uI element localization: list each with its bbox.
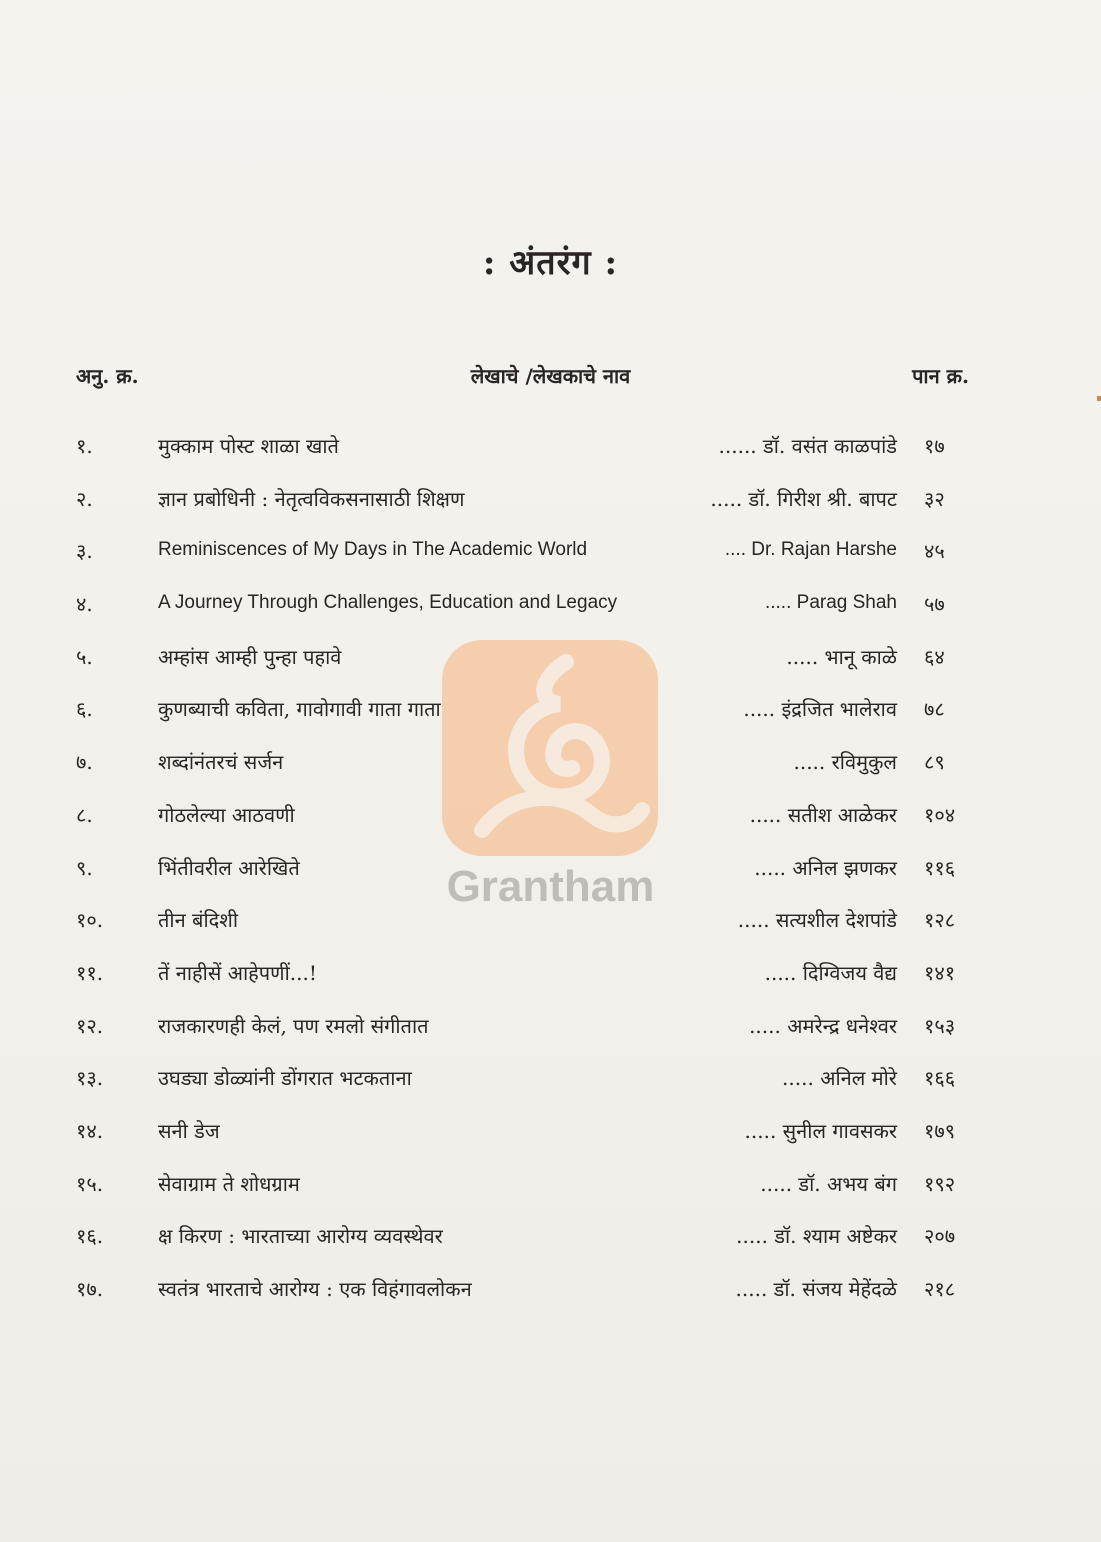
entry-author: ..... सतीश आळेकर bbox=[749, 802, 897, 827]
entry-author: ..... भानू काळे bbox=[786, 644, 897, 669]
entry-number: १५. bbox=[76, 1171, 104, 1196]
entry-page-number: १९२ bbox=[924, 1171, 956, 1196]
entry-number: ८. bbox=[76, 802, 93, 827]
entry-title: सेवाग्राम ते शोधग्राम bbox=[158, 1171, 300, 1196]
entry-title: शब्दांनंतरचं सर्जन bbox=[158, 750, 284, 775]
entry-title: स्वतंत्र भारताचे आरोग्य : एक विहंगावलोकन bbox=[158, 1277, 472, 1301]
entry-number: १३. bbox=[76, 1066, 104, 1091]
entry-number: १७. bbox=[76, 1277, 104, 1301]
entry-page-number: ३२ bbox=[924, 486, 945, 511]
entry-author: ..... डॉ. श्याम अष्टेकर bbox=[736, 1224, 897, 1249]
toc-row bbox=[0, 1004, 1101, 1057]
entry-number: १. bbox=[76, 434, 93, 458]
entry-number: ११. bbox=[76, 960, 104, 985]
entry-page-number: १७ bbox=[924, 434, 945, 458]
entry-number: २. bbox=[76, 486, 93, 511]
entry-number: १४. bbox=[76, 1118, 104, 1143]
entry-title: तीन बंदिशी bbox=[158, 908, 239, 933]
entry-author: ..... अनिल मोरे bbox=[782, 1066, 897, 1091]
entry-page-number: १७९ bbox=[924, 1118, 956, 1143]
toc-row bbox=[0, 529, 1101, 582]
entry-page-number: ५७ bbox=[924, 592, 945, 617]
entry-page-number: १५३ bbox=[924, 1013, 956, 1038]
entry-page-number: १२८ bbox=[924, 908, 956, 933]
entry-author: ..... दिग्विजय वैद्य bbox=[764, 960, 897, 985]
entry-page-number: ७८ bbox=[924, 697, 945, 722]
toc-row bbox=[0, 424, 1101, 477]
header-page: पान क्र. bbox=[912, 364, 969, 388]
entry-author: ..... डॉ. संजय मेहेंदळे bbox=[735, 1277, 897, 1301]
entry-number: ३. bbox=[76, 539, 93, 564]
entry-title: गोठलेल्या आठवणी bbox=[158, 802, 295, 827]
entry-number: ४. bbox=[76, 592, 93, 617]
header-number: अनु. क्र. bbox=[76, 364, 139, 388]
entry-title: मुक्काम पोस्ट शाळा खाते bbox=[158, 434, 339, 458]
entry-number: ९. bbox=[76, 855, 93, 880]
entry-author: ..... अमरेन्द्र धनेश्वर bbox=[749, 1013, 897, 1038]
entry-title: अम्हांस आम्ही पुन्हा पहावे bbox=[158, 644, 342, 669]
entry-page-number: २०७ bbox=[924, 1224, 956, 1249]
entry-author: ..... रविमुकुल bbox=[793, 750, 897, 775]
entry-title: A Journey Through Challenges, Education and Legacy bbox=[158, 592, 618, 614]
entry-author: ..... डॉ. अभय बंग bbox=[760, 1171, 897, 1196]
entry-author: ..... Parag Shah bbox=[764, 592, 897, 614]
entry-author: ..... इंद्रजित भालेराव bbox=[743, 697, 897, 722]
entry-title: ज्ञान प्रबोधिनी : नेतृत्वविकसनासाठी शिक्षण bbox=[158, 486, 465, 511]
entry-number: १२. bbox=[76, 1013, 104, 1038]
entry-title: तें नाहीसें आहेपणीं...! bbox=[158, 960, 317, 985]
entry-author: ..... सत्यशील देशपांडे bbox=[737, 908, 897, 933]
entry-author: ..... अनिल झणकर bbox=[754, 855, 897, 880]
entry-number: १६. bbox=[76, 1224, 104, 1249]
entry-title: राजकारणही केलं, पण रमलो संगीतात bbox=[158, 1013, 429, 1038]
entry-title: कुणब्याची कविता, गावोगावी गाता गाता bbox=[158, 697, 441, 722]
entry-number: ६. bbox=[76, 697, 93, 722]
entry-page-number: २१८ bbox=[924, 1277, 956, 1301]
entry-title: Reminiscences of My Days in The Academic World bbox=[158, 539, 588, 561]
entry-page-number: ४५ bbox=[924, 539, 945, 564]
entry-author: ..... सुनील गावसकर bbox=[744, 1118, 897, 1143]
entry-title: सनी डेज bbox=[158, 1118, 220, 1143]
entry-title: उघड्या डोळ्यांनी डोंगरात भटकताना bbox=[158, 1066, 412, 1091]
toc-row bbox=[0, 477, 1101, 530]
toc-row bbox=[0, 951, 1101, 1004]
entry-author: .... Dr. Rajan Harshe bbox=[724, 539, 897, 561]
entry-title: क्ष किरण : भारताच्या आरोग्य व्यवस्थेवर bbox=[158, 1224, 443, 1249]
toc-row bbox=[0, 582, 1101, 635]
toc-row bbox=[0, 1267, 1101, 1320]
grantham-logo-icon bbox=[442, 640, 658, 856]
toc-row bbox=[0, 1214, 1101, 1267]
entry-title: भिंतीवरील आरेखिते bbox=[158, 855, 300, 880]
entry-page-number: १६६ bbox=[924, 1066, 956, 1091]
entry-number: ५. bbox=[76, 644, 93, 669]
paper-speck bbox=[1097, 396, 1101, 401]
page-title: : अंतरंग : bbox=[482, 243, 619, 283]
entry-number: १०. bbox=[76, 908, 104, 933]
toc-row bbox=[0, 1109, 1101, 1162]
entry-page-number: १०४ bbox=[924, 802, 956, 827]
entry-page-number: ८९ bbox=[924, 750, 945, 775]
entry-number: ७. bbox=[76, 750, 93, 775]
entry-author: ..... डॉ. गिरीश श्री. बापट bbox=[710, 486, 897, 511]
header-title: लेखाचे /लेखकाचे नाव bbox=[470, 364, 631, 388]
entry-page-number: ११६ bbox=[924, 855, 956, 880]
toc-row bbox=[0, 1162, 1101, 1215]
watermark-text: Grantham bbox=[446, 862, 655, 911]
entry-author: ...... डॉ. वसंत काळपांडे bbox=[718, 434, 897, 458]
toc-header bbox=[0, 362, 1101, 392]
toc-row bbox=[0, 1056, 1101, 1109]
entry-page-number: १४१ bbox=[924, 960, 956, 985]
entry-page-number: ६४ bbox=[924, 644, 945, 669]
